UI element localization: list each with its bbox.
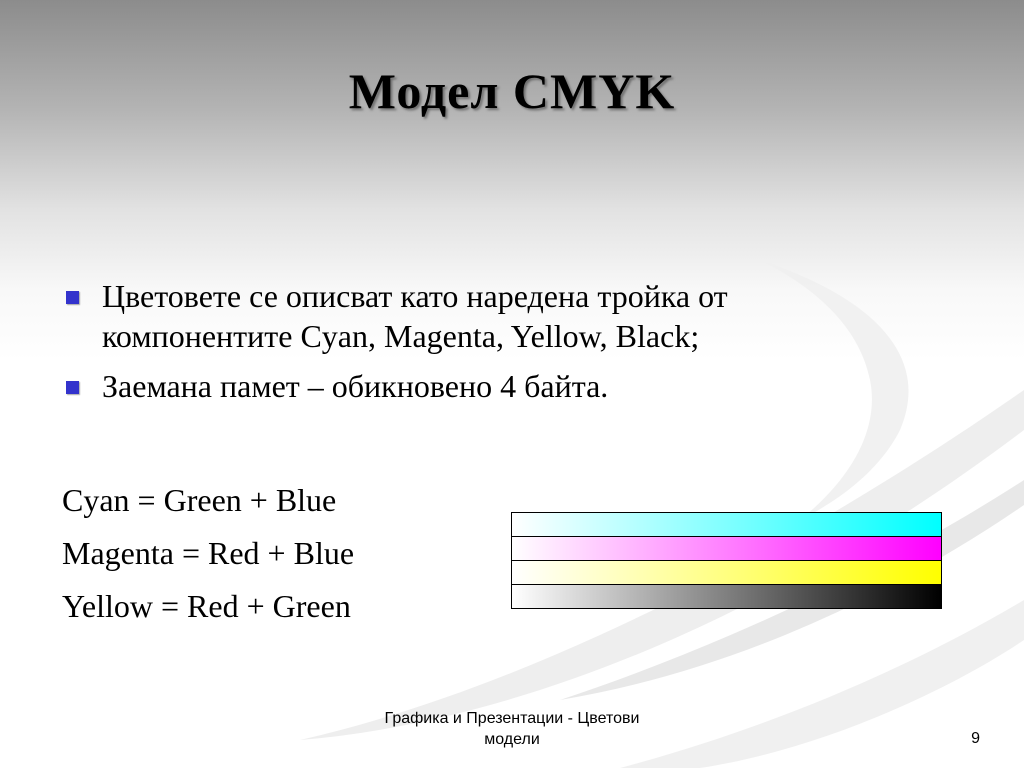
square-bullet-icon bbox=[66, 291, 79, 304]
equation-line: Magenta = Red + Blue bbox=[62, 535, 355, 571]
equations-block bbox=[62, 474, 354, 633]
bullet-text: Заемана памет – обикновено 4 байта. bbox=[102, 368, 609, 404]
cmyk-gradient-bars bbox=[511, 512, 942, 609]
equation-line: Yellow = Red + Green bbox=[62, 588, 351, 624]
black-gradient-bar bbox=[512, 585, 941, 608]
bullet-text: Цветовете се описват като наредена тройка от компонентите Cyan, Magenta, Yellow, Black; bbox=[102, 278, 728, 354]
bullet-item bbox=[62, 366, 902, 406]
slide-title: Модел CMYK bbox=[348, 63, 676, 119]
bullet-list bbox=[62, 276, 902, 416]
bullet-item bbox=[62, 276, 902, 356]
cyan-gradient-bar bbox=[512, 513, 941, 536]
page-number: 9 bbox=[971, 730, 980, 747]
equation-line: Cyan = Green + Blue bbox=[62, 482, 337, 518]
footer-text: Графика и Презентации - Цветови модели bbox=[384, 710, 640, 748]
magenta-gradient-bar bbox=[512, 537, 941, 560]
square-bullet-icon bbox=[66, 381, 79, 394]
yellow-gradient-bar bbox=[512, 561, 941, 584]
